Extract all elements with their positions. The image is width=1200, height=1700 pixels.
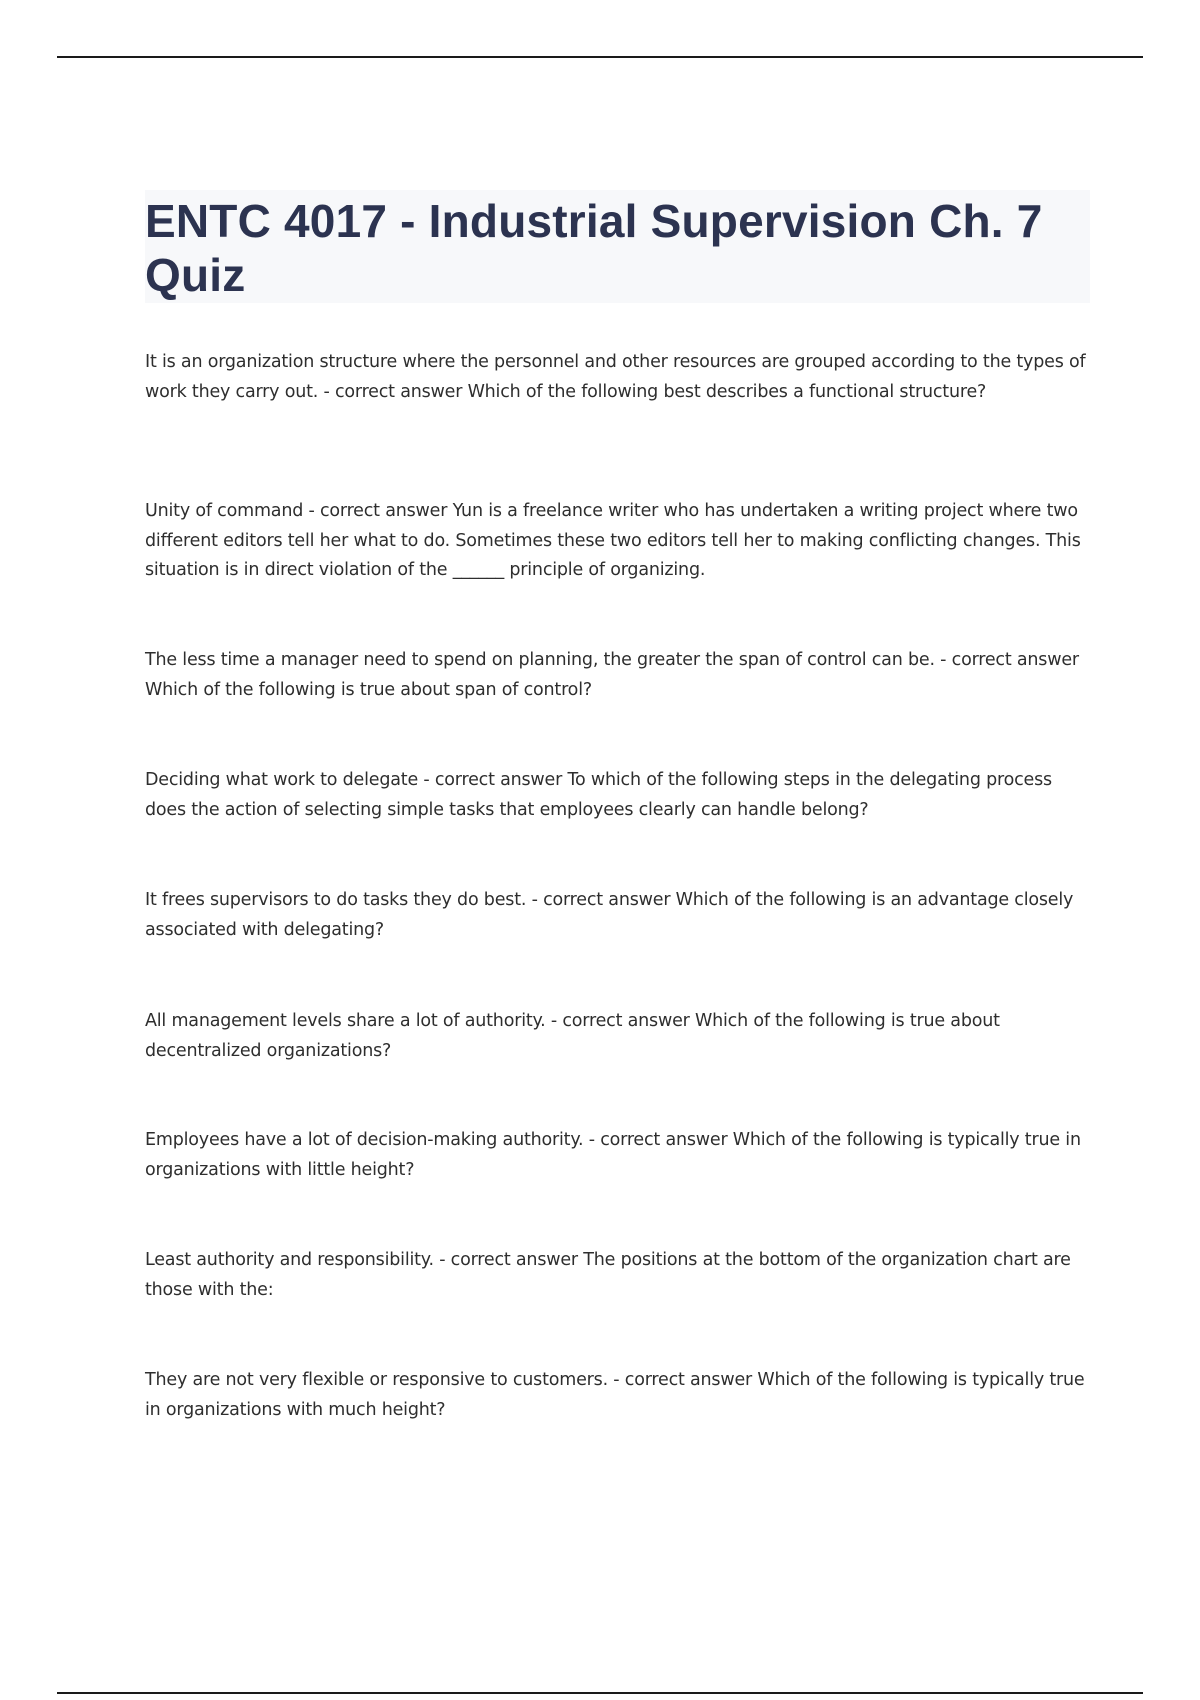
qa-item-6: All management levels share a lot of authority. - correct answer Which of the following is true about decentralized organizations?: [145, 1011, 1000, 1061]
qa-item-2: Unity of command - correct answer Yun is a freelance writer who has undertaken a writing project where two different editors tell her what to do. Sometimes these two editors tell her to making conflicting changes. This situation is in direct violation of the ______ principle of organizing.: [145, 501, 1081, 580]
qa-item-7: Employees have a lot of decision-making authority. - correct answer Which of the following is typically true in organizations with little height?: [145, 1130, 1081, 1180]
top-rule: [57, 56, 1143, 58]
qa-item-8: Least authority and responsibility. - correct answer The positions at the bottom of the organization chart are those with the:: [145, 1250, 1071, 1300]
qa-item-5: It frees supervisors to do tasks they do best. - correct answer Which of the following is an advantage closely associated with delegating?: [145, 890, 1074, 940]
bottom-rule: [57, 1692, 1143, 1694]
qa-item-9: They are not very flexible or responsive to customers. - correct answer Which of the following is typically true in organizations with much height?: [145, 1370, 1085, 1420]
document-title: ENTC 4017 - Industrial Supervision Ch. 7 Quiz: [145, 195, 1043, 301]
qa-item-4: Deciding what work to delegate - correct answer To which of the following steps in the delegating process does the action of selecting simple tasks that employees clearly can handle belong?: [145, 770, 1052, 820]
qa-item-1: It is an organization structure where the personnel and other resources are grouped according to the types of work they carry out. - correct answer Which of the following best describes a functional structure?: [145, 352, 1086, 402]
qa-item-3: The less time a manager need to spend on planning, the greater the span of control can be. - correct answer Which of the following is true about span of control?: [145, 650, 1079, 700]
title-banner: [145, 190, 1090, 303]
